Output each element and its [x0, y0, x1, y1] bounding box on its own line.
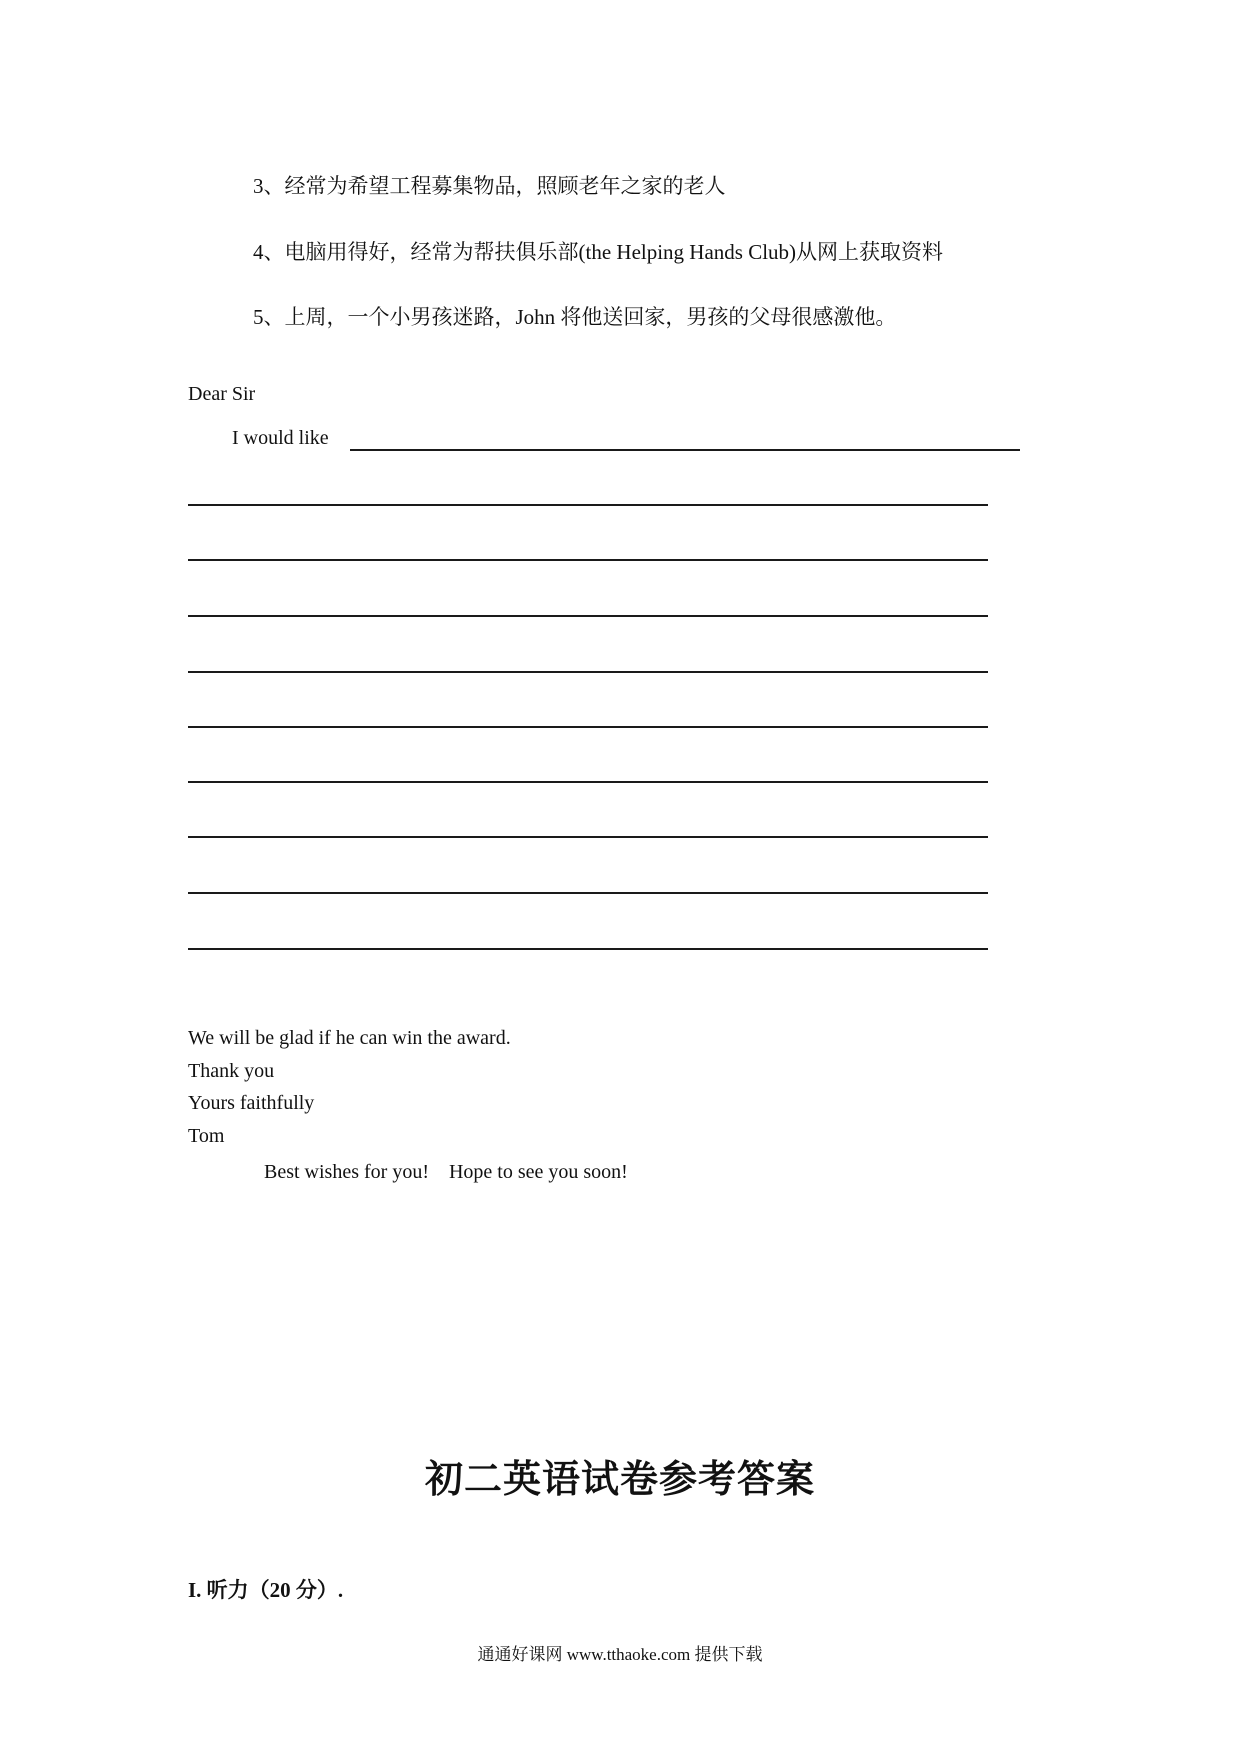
writing-line[interactable]: [188, 781, 988, 783]
letter-sign-off: Yours faithfully: [188, 1092, 315, 1114]
writing-line[interactable]: [188, 892, 988, 894]
prompt-item-4: 4、电脑用得好，经常为帮扶俱乐部(the Helping Hands Club)从网上获取资料: [253, 240, 944, 264]
letter-closing-sentence: We will be glad if he can win the award.: [188, 1027, 511, 1049]
writing-line-opening[interactable]: [350, 449, 1020, 451]
letter-salutation: Dear Sir: [188, 383, 256, 405]
writing-line[interactable]: [188, 836, 988, 838]
prompt-item-5: 5、上周，一个小男孩迷路，John 将他送回家，男孩的父母很感激他。: [253, 305, 897, 329]
writing-line[interactable]: [188, 504, 988, 506]
letter-opening: I would like: [232, 427, 329, 449]
letter-thanks: Thank you: [188, 1060, 275, 1082]
writing-line[interactable]: [188, 948, 988, 950]
writing-line[interactable]: [188, 671, 988, 673]
section-heading-listening: I. 听力（20 分）.: [188, 1578, 344, 1602]
answer-key-title: 初二英语试卷参考答案: [424, 1457, 815, 1501]
prompt-item-3: 3、经常为希望工程募集物品，照顾老年之家的老人: [253, 174, 726, 198]
writing-line[interactable]: [188, 559, 988, 561]
letter-signature: Tom: [188, 1125, 225, 1147]
page-footer: 通通好课网 www.tthaoke.com 提供下载: [477, 1645, 763, 1664]
writing-line[interactable]: [188, 615, 988, 617]
writing-line[interactable]: [188, 726, 988, 728]
letter-wishes: Best wishes for you! Hope to see you soon!: [264, 1161, 628, 1183]
